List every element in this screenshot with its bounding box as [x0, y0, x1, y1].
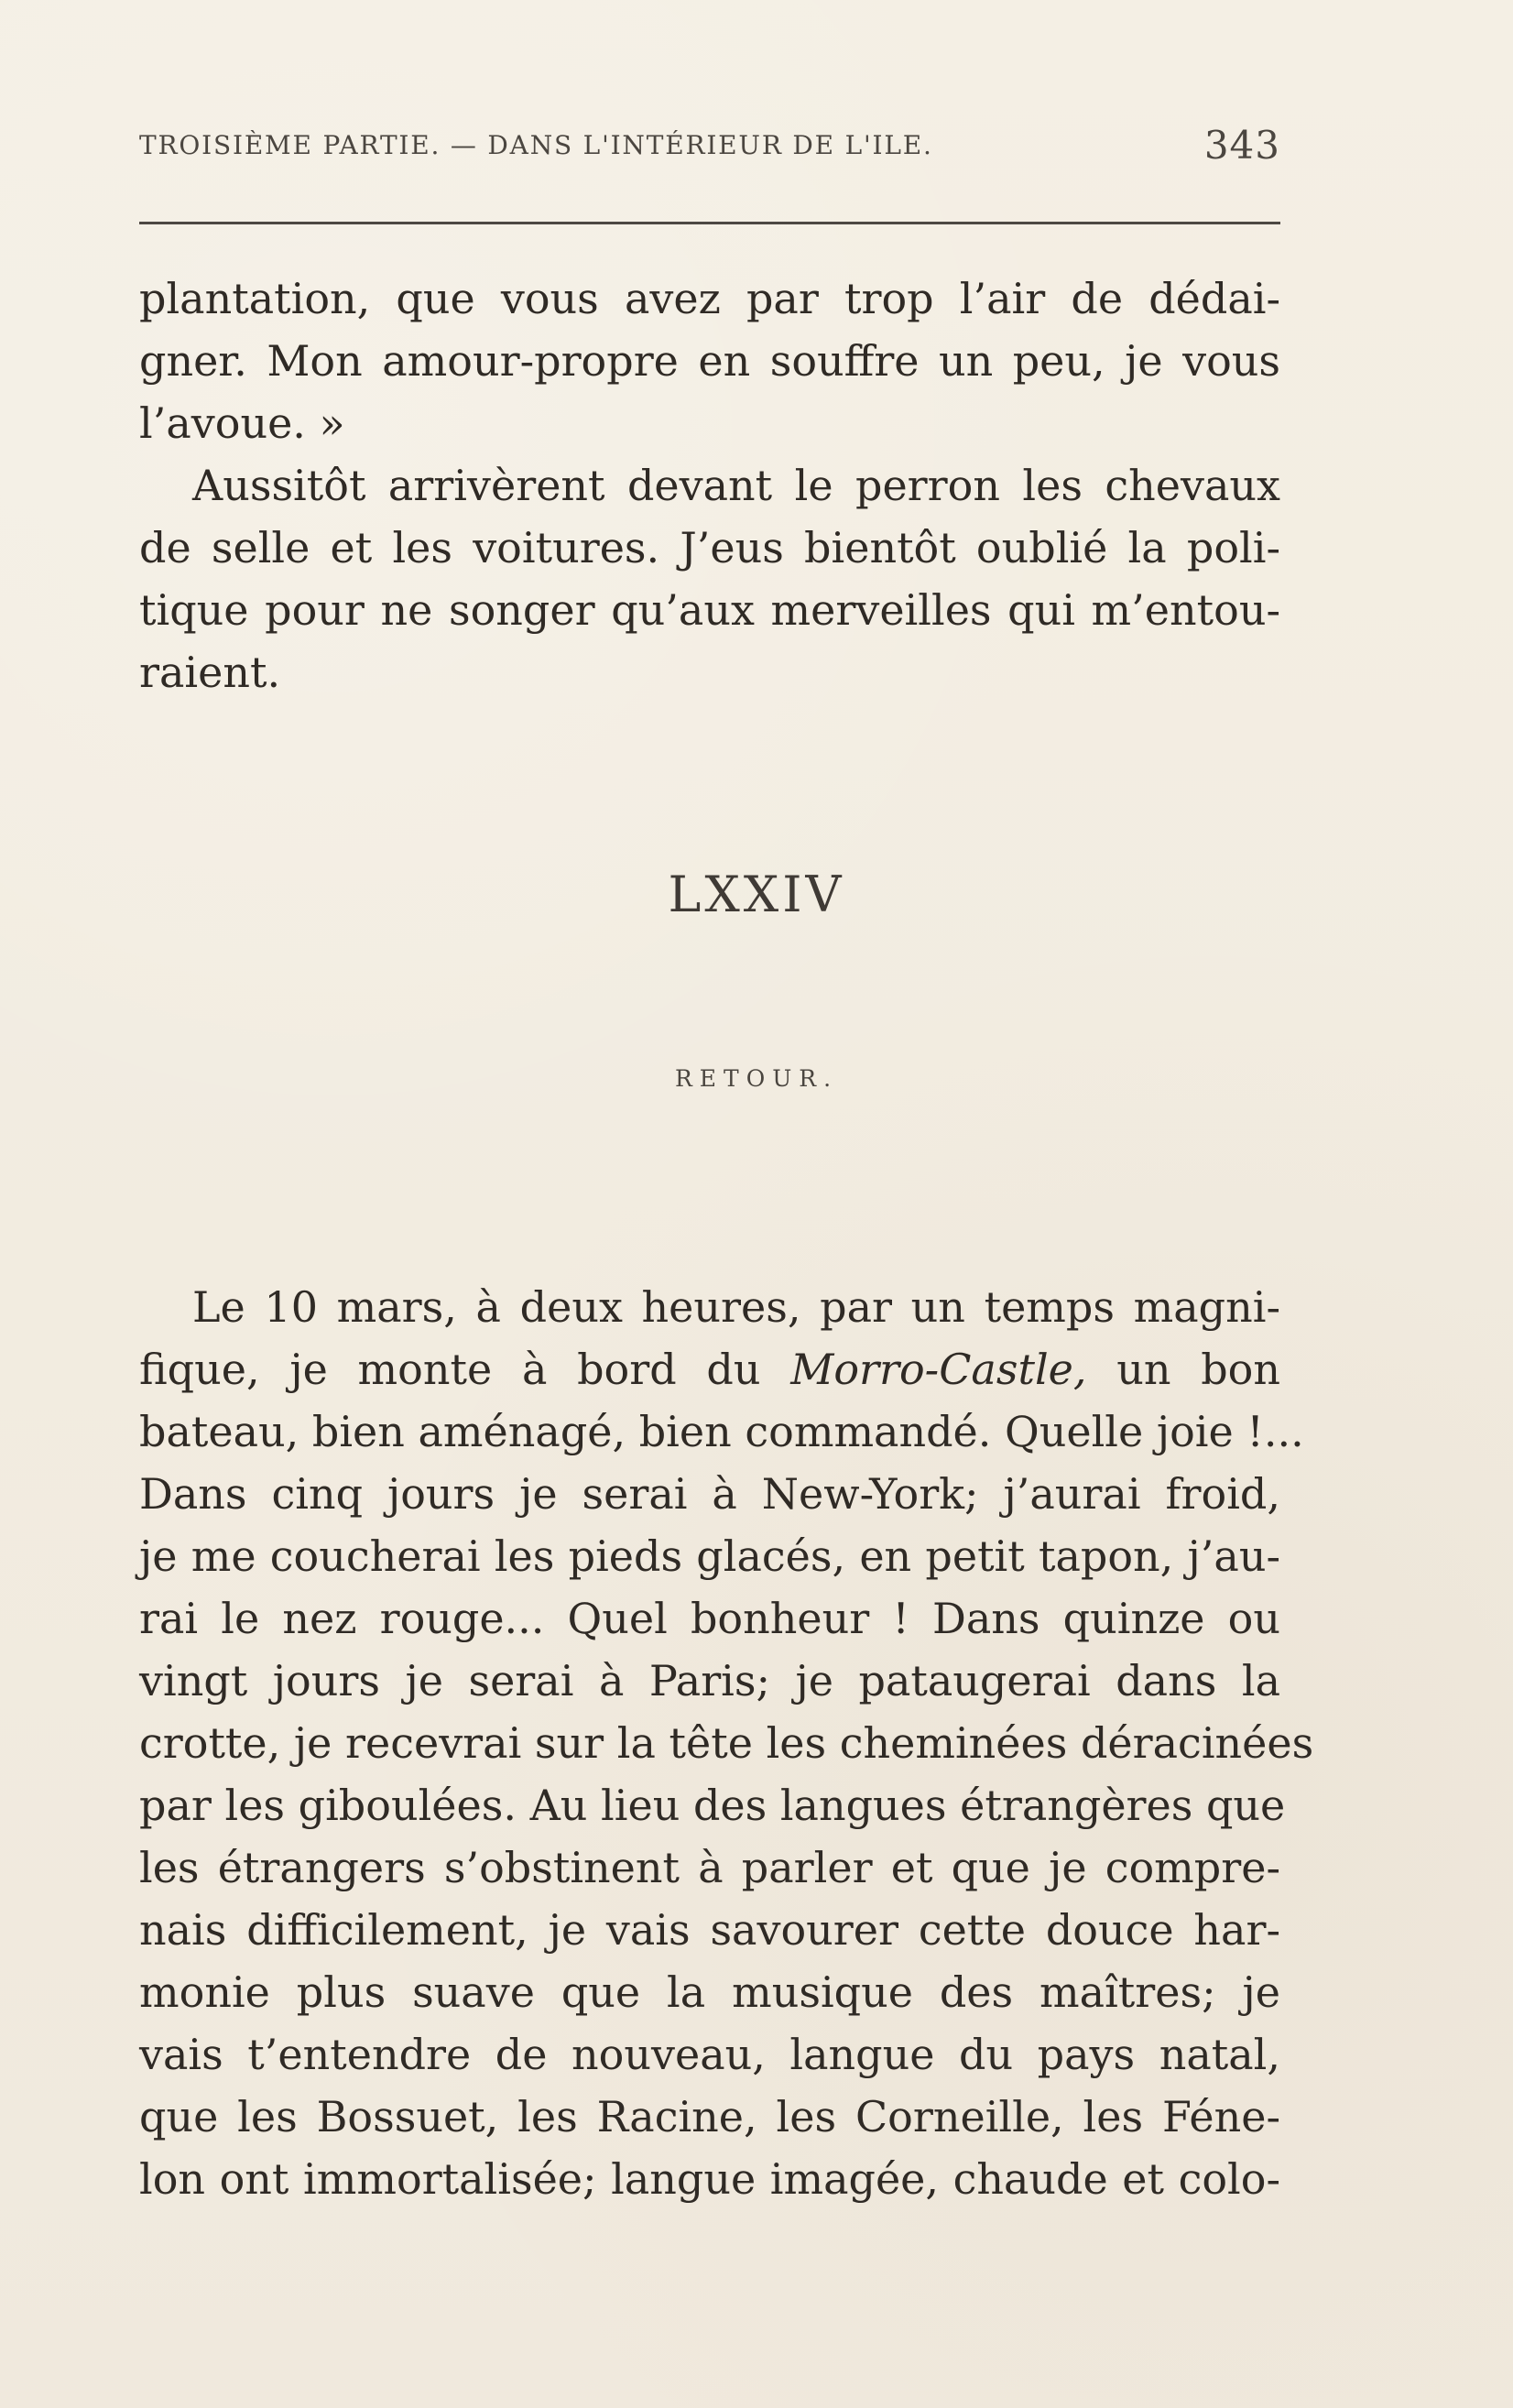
body-line-14: que les Bossuet, les Racine, les Corneille, les Féne- — [139, 2092, 1280, 2141]
body-line-13: vais t’entendre de nouveau, langue du pays natal, — [139, 2030, 1280, 2079]
page-number: 343 — [1203, 123, 1280, 168]
body-line-2-prefix: fique, je monte à bord du — [139, 1345, 791, 1394]
body-line-8: crotte, je recevrai sur la tête les cheminées déracinées — [139, 1718, 1314, 1768]
body-line-11: nais difficilement, je vais savourer cette douce har- — [139, 1905, 1280, 1955]
body-line-6: rai le nez rouge... Quel bonheur ! Dans quinze ou — [139, 1594, 1280, 1643]
body-line-15: lon ont immortalisée; langue imagée, chaude et colo- — [139, 2154, 1280, 2204]
top-line-1: plantation, que vous avez par trop l’air de dédai- — [139, 274, 1280, 323]
chapter-number: LXXIV — [668, 866, 845, 923]
body-line-9: par les giboulées. Au lieu des langues étrangères que — [139, 1781, 1286, 1830]
top-paragraph — [139, 267, 1280, 703]
body-line-10: les étrangers s’obstinent à parler et que je compre- — [139, 1843, 1280, 1892]
body-line-4: Dans cinq jours je serai à New-York; j’aurai froid, — [139, 1469, 1280, 1519]
header-rule — [139, 222, 1280, 224]
top-line-6: tique pour ne songer qu’aux merveilles qui m’entou- — [139, 585, 1280, 635]
body-line-12: monie plus suave que la musique des maîtres; je — [139, 1967, 1280, 2017]
top-line-7: raient. — [139, 648, 281, 697]
running-head: TROISIÈME PARTIE. — DANS L'INTÉRIEUR DE L'ILE. — [139, 130, 933, 160]
body-line-3: bateau, bien aménagé, bien commandé. Quelle joie !... — [139, 1407, 1304, 1456]
body-line-2-suffix: un bon — [1086, 1345, 1280, 1394]
body-line-5: je me coucherai les pieds glacés, en petit tapon, j’au- — [139, 1531, 1280, 1581]
body-line-7: vingt jours je serai à Paris; je pataugerai dans la — [139, 1656, 1280, 1705]
page-header — [139, 123, 1280, 180]
top-line-4: Aussitôt arrivèrent devant le perron les chevaux — [192, 461, 1280, 510]
top-line-3: l’avoue. » — [139, 398, 345, 448]
top-line-5: de selle et les voitures. J’eus bientôt oublié la poli- — [139, 523, 1280, 572]
body-line-2-italic: Morro-Castle, — [790, 1345, 1087, 1394]
body-line-2 — [139, 1338, 1280, 1400]
main-paragraph — [139, 1276, 1314, 2210]
chapter-title: RETOUR. — [674, 1065, 839, 1092]
body-line-1: Le 10 mars, à deux heures, par un temps magni- — [192, 1282, 1280, 1332]
top-line-2: gner. Mon amour-propre en souffre un peu, je vous — [139, 336, 1280, 386]
